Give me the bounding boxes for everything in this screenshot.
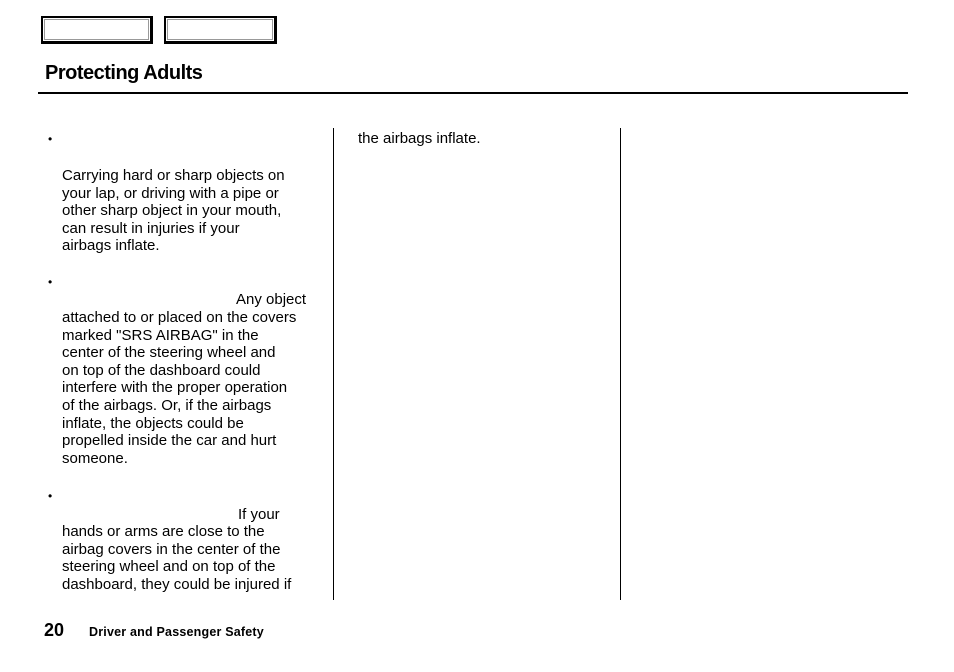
list-item-lead-tail: Any object <box>236 291 307 308</box>
next-page-button[interactable] <box>164 16 277 44</box>
page-number: 20 <box>44 620 65 640</box>
column2-text: the airbags inflate. <box>358 130 481 147</box>
title-divider <box>38 92 908 94</box>
list-item-text: Carrying hard or sharp objects on your lap, or driving with a pipe or other sharp object in your mouth, can result in injuries if your airbags inflate. <box>62 167 285 255</box>
bullet-marker: • <box>48 489 53 503</box>
bullet-marker: • <box>48 132 53 146</box>
bullet-marker: • <box>48 275 53 289</box>
list-item-text: hands or arms are close to the airbag covers in the center of the steering wheel and on top of the dashboard, they could be injured if <box>62 523 292 593</box>
section-name: Driver and Passenger Safety <box>89 625 264 639</box>
column-divider <box>620 128 621 600</box>
column-divider <box>333 128 334 600</box>
previous-page-button[interactable] <box>41 16 153 44</box>
list-item-text: attached to or placed on the covers marked "SRS AIRBAG" in the center of the steering wheel and on top of the dashboard could interfere with the proper operation of the airbags. Or, if the airbags inflate, the objects could be propelled inside the car and hurt someone. <box>62 309 297 467</box>
page-title: Protecting Adults <box>45 62 203 84</box>
list-item-lead-tail: If your <box>238 506 280 523</box>
